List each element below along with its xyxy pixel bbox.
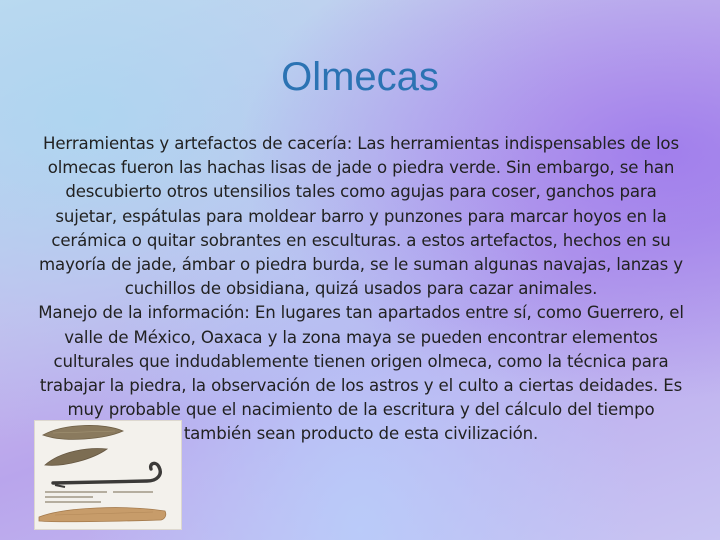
slide-body (38, 132, 684, 447)
caption-line (45, 496, 93, 498)
paragraph-information: Manejo de la información: En lugares tan apartados entre sí, como Guerrero, el valle de México, Oaxaca y la zona maya se pueden encontrar elementos culturales que indudablemente tienen origen olmeca, como la técnica para trabajar la piedra, la observación de los astros y el culto a ciertas deidades. Es muy probable que el nacimiento de la escritura y del cálculo del tiempo también sean producto de esta civilización. (38, 303, 684, 444)
flint-blade-lower (45, 449, 107, 466)
paragraph-tools: Herramientas y artefactos de cacería: Las herramientas indispensables de los olmecas fueron las hachas lisas de jade o piedra verde. Sin embargo, se han descubierto otros utensilios tales como agujas para coser, ganchos para sujetar, espátulas para moldear barro y punzones para marcar hoyos en la cerámica o quitar sobrantes en esculturas. a estos artefactos, hechos en su mayoría de jade, ámbar o piedra burda, se le suman algunas navajas, lanzas y cuchillos de obsidiana, quizá usados para cazar animales. (39, 134, 683, 299)
olmec-tools-image (34, 420, 182, 530)
flint-blade-upper (43, 425, 123, 439)
caption-line (113, 491, 153, 493)
caption-line (45, 491, 107, 493)
caption-line (45, 501, 101, 503)
hook-tool (53, 463, 160, 483)
slide-title: Olmecas (281, 54, 439, 99)
